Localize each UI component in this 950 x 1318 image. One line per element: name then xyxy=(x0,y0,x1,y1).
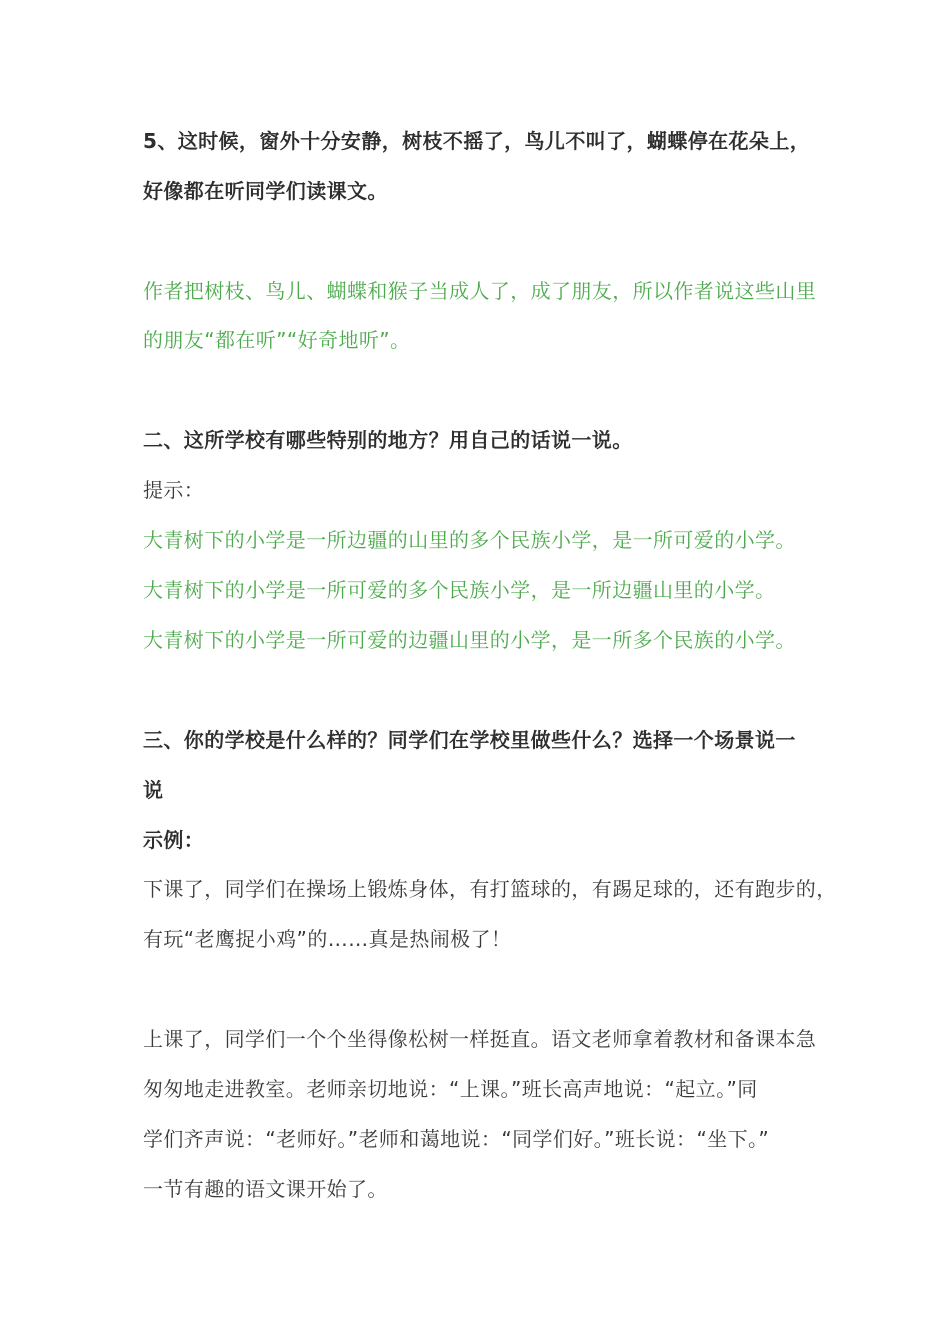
section3-example-label: 示例： xyxy=(143,828,205,852)
section5-question-line1: 5、这时候，窗外十分安静，树枝不摇了，鸟儿不叫了，蝴蝶停在花朵上， xyxy=(143,129,811,153)
section5-question-line2: 好像都在听同学们读课文。 xyxy=(143,179,388,203)
section3-para2-line1: 上课了，同学们一个个坐得像松树一样挺直。语文老师拿着教材和备课本急 xyxy=(143,1027,817,1051)
section2-answer-2: 大青树下的小学是一所可爱的多个民族小学，是一所边疆山里的小学。 xyxy=(143,578,776,602)
section2-hint-label: 提示： xyxy=(143,478,205,502)
section3-para2-line2: 匆匆地走进教室。老师亲切地说：“上课。”班长高声地说：“起立。”同 xyxy=(143,1077,758,1101)
section2-title: 二、这所学校有哪些特别的地方？用自己的话说一说。 xyxy=(143,428,633,452)
section3-title-line1: 三、你的学校是什么样的？同学们在学校里做些什么？选择一个场景说一 xyxy=(143,728,796,752)
section3-para2-line3: 学们齐声说：“老师好。”老师和蔼地说：“同学们好。”班长说：“坐下。” xyxy=(143,1127,770,1151)
section5-answer-line1: 作者把树枝、鸟儿、蝴蝶和猴子当成人了，成了朋友，所以作者说这些山里 xyxy=(143,279,817,303)
section3-para2-line4: 一节有趣的语文课开始了。 xyxy=(143,1177,388,1201)
section5-answer-line2: 的朋友“都在听”“好奇地听”。 xyxy=(143,328,411,352)
section3-title-line2: 说 xyxy=(143,778,164,802)
section3-para1-line1: 下课了，同学们在操场上锻炼身体，有打篮球的，有踢足球的，还有跑步的， xyxy=(143,877,837,901)
section2-answer-1: 大青树下的小学是一所边疆的山里的多个民族小学，是一所可爱的小学。 xyxy=(143,528,796,552)
section3-para1-line2: 有玩“老鹰捉小鸡”的……真是热闹极了！ xyxy=(143,927,512,951)
section2-answer-3: 大青树下的小学是一所可爱的边疆山里的小学，是一所多个民族的小学。 xyxy=(143,628,796,652)
